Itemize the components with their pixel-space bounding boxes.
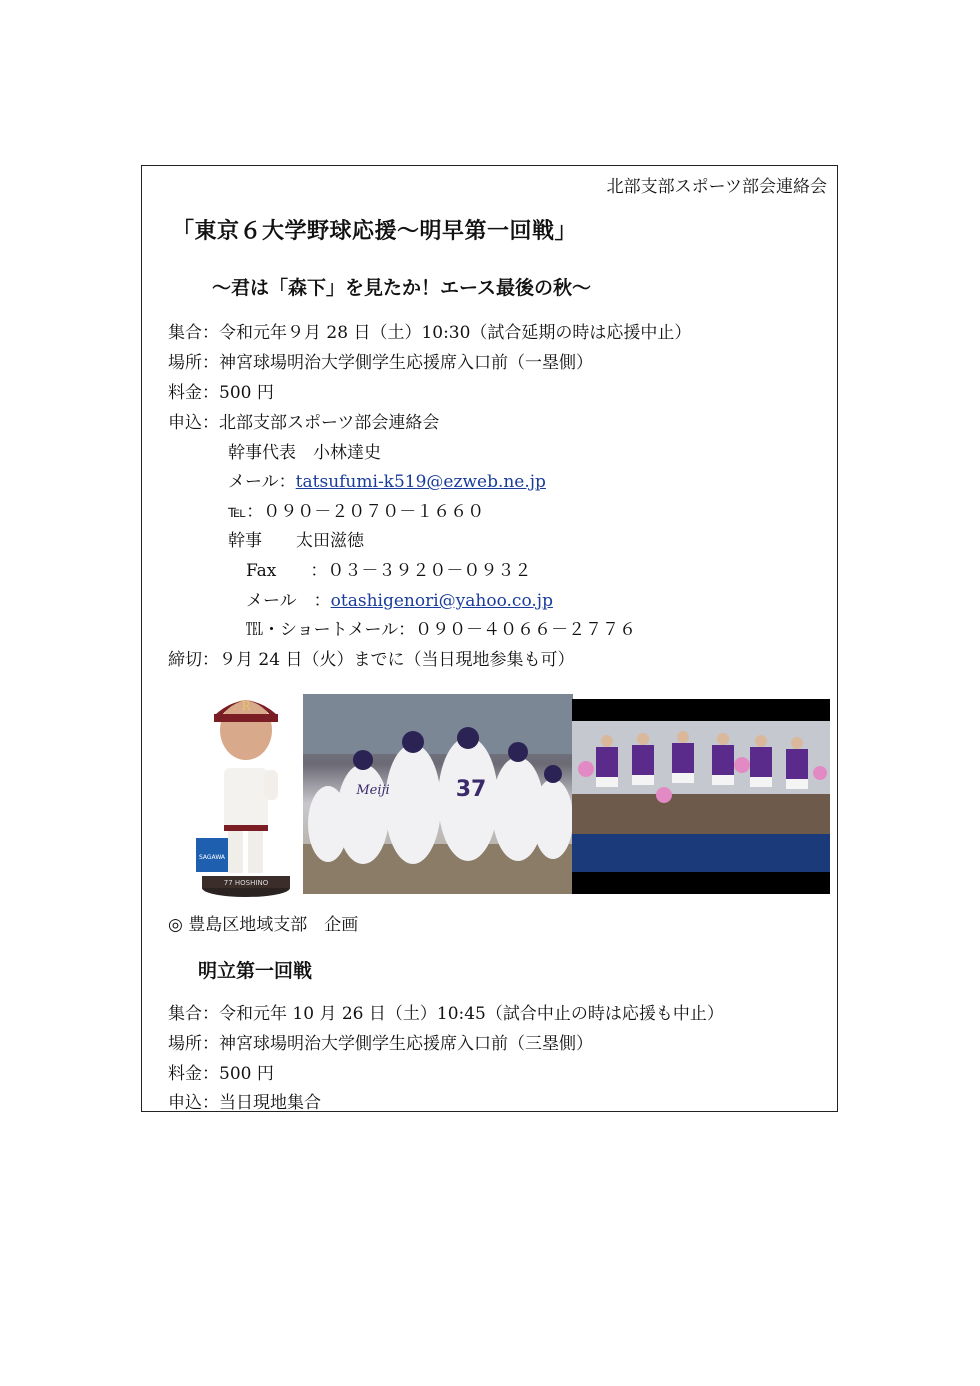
second-date-label: 集合： (168, 1004, 219, 1024)
rep1-mail-row (228, 467, 546, 492)
event-subtitle: ～君は「森下」を見たか！エース最後の秋～ (212, 277, 592, 299)
svg-text:R: R (241, 699, 251, 713)
second-apply-label: 申込： (168, 1093, 219, 1113)
fee-row (168, 378, 274, 403)
second-place-row (168, 1029, 593, 1054)
flyer-frame (141, 165, 838, 1112)
bobblehead-label: 77 HOSHINO (223, 879, 269, 887)
place-row (168, 348, 593, 373)
cheer-squad-photo (572, 699, 830, 894)
rep2-mail-label: メール ： (246, 591, 331, 611)
bobblehead-photo (194, 688, 294, 898)
second-date-row (168, 999, 724, 1024)
second-event-title: 明立第一回戦 (198, 960, 313, 982)
team-celebration-photo (303, 694, 573, 894)
rep1-mail-label: メール： (228, 472, 296, 492)
rep2-fax-row (246, 556, 531, 581)
rep2-fax-value: ０３－３９２０－０９３２ (327, 561, 532, 581)
second-fee-row (168, 1059, 274, 1084)
second-fee-label: 料金： (168, 1064, 219, 1084)
second-apply-value: 当日現地集合 (219, 1093, 321, 1113)
sponsor-label: SAGAWA (198, 854, 226, 861)
date-label: 集合： (168, 323, 219, 343)
rep2-fax-label: Fax ： (246, 561, 328, 581)
second-place-value: 神宮球場明治大学側学生応援席入口前（三塁側） (219, 1034, 593, 1054)
rep1-tel-row (228, 497, 484, 522)
rep2-tel-row (246, 615, 636, 640)
rep1-tel-label: ℡： (228, 502, 264, 522)
apply-row (168, 408, 439, 433)
rep1-role: 幹事代表 小林達史 (228, 443, 381, 463)
organizer-header: 北部支部スポーツ部会連絡会 (606, 177, 827, 197)
rep2-role: 幹事 太田滋徳 (228, 531, 364, 551)
place-value: 神宮球場明治大学側学生応援席入口前（一塁側） (219, 353, 593, 373)
rep2-tel-label: ℡・ショートメール： (246, 620, 416, 640)
apply-value: 北部支部スポーツ部会連絡会 (219, 413, 440, 433)
second-place-label: 場所： (168, 1034, 219, 1054)
date-row (168, 318, 691, 343)
deadline-row (168, 645, 574, 670)
fee-label: 料金： (168, 383, 219, 403)
rep1-tel-value: ０９０－２０７０－１６６０ (263, 502, 485, 522)
event-title: 「東京６大学野球応援～明早第一回戦」 (172, 219, 578, 244)
second-fee-value: 500 円 (219, 1064, 274, 1084)
deadline-value: ９月 24 日（火）までに（当日現地参集も可） (219, 650, 575, 670)
deadline-label: 締切： (168, 650, 219, 670)
second-apply-row (168, 1088, 321, 1113)
date-value: 令和元年９月 28 日（土）10:30（試合延期の時は応援中止） (219, 323, 692, 343)
team-text: Meiji (356, 783, 390, 798)
rep1-email-link[interactable]: tatsufumi-k519@ezweb.ne.jp (295, 472, 546, 492)
apply-label: 申込： (168, 413, 219, 433)
rep2-tel-value: ０９０－４０６６－２７７６ (415, 620, 637, 640)
rep2-mail-row (246, 586, 553, 611)
planner-note: ◎ 豊島区地域支部 企画 (168, 915, 359, 935)
second-date-value: 令和元年 10 月 26 日（土）10:45（試合中止の時は応援も中止） (219, 1004, 724, 1024)
jersey-number: 37 (455, 777, 487, 802)
place-label: 場所： (168, 353, 219, 373)
rep2-email-link[interactable]: otashigenori@yahoo.co.jp (330, 591, 553, 611)
fee-value: 500 円 (219, 383, 274, 403)
